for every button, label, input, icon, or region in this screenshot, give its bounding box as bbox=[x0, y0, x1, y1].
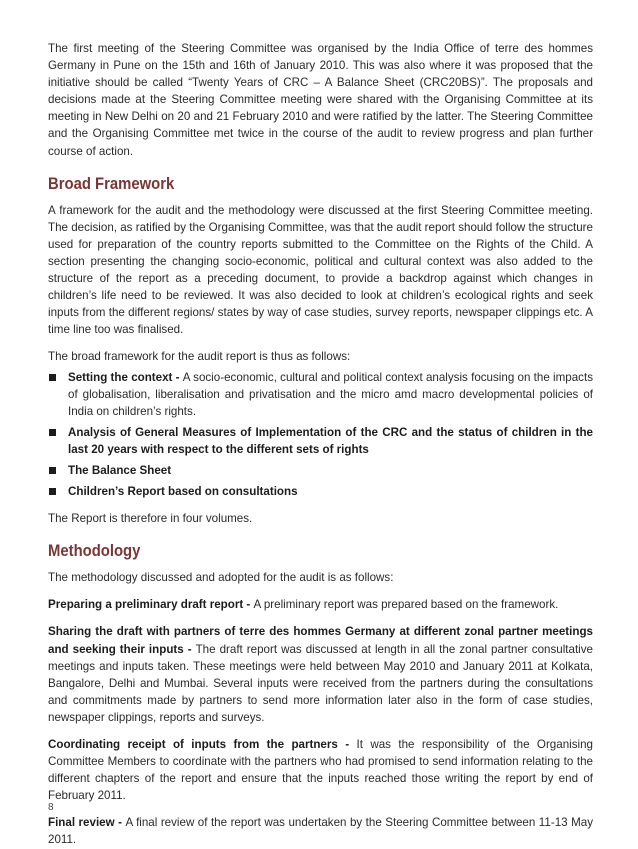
methodology-intro: The methodology discussed and adopted for the audit is as follows: bbox=[48, 571, 394, 585]
square-bullet-icon bbox=[49, 467, 56, 474]
bullet-item bbox=[48, 424, 593, 458]
bullet-item bbox=[48, 483, 593, 500]
bullet-item bbox=[48, 462, 593, 479]
framework-bullet-list bbox=[48, 369, 593, 501]
methodology-item bbox=[48, 623, 593, 726]
methodology-item bbox=[48, 736, 593, 804]
methodology-heading: Methodology bbox=[48, 542, 141, 561]
bullet-bold: Setting the context - bbox=[68, 370, 183, 384]
broad-framework-paragraph: A framework for the audit and the methodology were discussed at the first Steering Committee meeting. The decision, as ratified by the Organising Committee, was that the audit report should follow the structure used for preparation of the country reports submitted to the Committee on the Rights of the Child. A section presenting the changing socio-economic, political and cultural context was also added to the structure of the report as a preceding document, to provide a backdrop against which changes in children’s life need to be reviewed. It was also decided to look at children’s ecological rights and seek inputs from the different regions/ states by way of case studies, survey reports, newspaper clippings etc. A time line too was finalised. bbox=[48, 203, 593, 337]
methodology-item bbox=[48, 596, 593, 613]
broad-framework-heading: Broad Framework bbox=[48, 174, 175, 193]
methodology-item-text: The draft report was discussed at length in all the zonal partner consultative meetings and inputs taken. These meetings were held between May 2010 and January 2011 at Kolkata, Bangalore, Delhi and Mumbai. Several inputs were received from the partners during the consultations and commitments made by partners to send more information later also in the form of case studies, newspaper clippings, reports and surveys. bbox=[48, 642, 593, 724]
broad-framework-lead: The broad framework for the audit report is thus as follows: bbox=[48, 350, 351, 364]
bullet-bold: Analysis of General Measures of Implementation of the CRC and the status of children in the last 20 years with respect to the different sets of rights bbox=[68, 425, 593, 456]
methodology-item-text: A preliminary report was prepared based on the framework. bbox=[253, 598, 559, 612]
methodology-item-title: Preparing a preliminary draft report - bbox=[48, 598, 254, 612]
methodology-item-text: A final review of the report was undertaken by the Steering Committee between 11-13 May 2011. bbox=[48, 816, 593, 847]
methodology-item bbox=[48, 814, 593, 848]
intro-paragraph: The first meeting of the Steering Committee was organised by the India Office of terre des hommes Germany in Pune on the 15th and 16th of January 2010. This was also where it was proposed that the initiative should be called “Twenty Years of CRC – A Balance Sheet (CRC20BS)”. The proposals and decisions made at the Steering Committee meeting were shared with the Organising Committee at its meeting in New Delhi on 20 and 21 February 2010 and were ratified by the latter. The Steering Committee and the Organising Committee met twice in the course of the audit to review progress and plan further course of action. bbox=[48, 42, 593, 158]
methodology-item-text: It was the responsibility of the Organising Committee Members to coordinate with the partners who had promised to send information relating to the different chapters of the report and ensure that the inputs reached those writing the report by end of February 2011. bbox=[48, 738, 593, 803]
methodology-item-title: Coordinating receipt of inputs from the partners - bbox=[48, 738, 357, 751]
methodology-item-title: Final review - bbox=[48, 816, 126, 830]
square-bullet-icon bbox=[49, 374, 56, 381]
methodology-item-title: Sharing the draft with partners of terre des hommes Germany at different zonal partner meetings and seeking their inputs - bbox=[48, 625, 593, 656]
bullet-bold: Children’s Report based on consultations bbox=[68, 485, 298, 499]
volumes-paragraph: The Report is therefore in four volumes. bbox=[48, 512, 253, 526]
bullet-text: A socio-economic, cultural and political context analysis focusing on the impacts of globalisation, liberalisation and privatisation and the micro amd macro developmental policies of India on children’s rights. bbox=[68, 370, 593, 418]
square-bullet-icon bbox=[49, 488, 56, 495]
square-bullet-icon bbox=[49, 429, 56, 436]
bullet-item bbox=[48, 369, 593, 420]
bullet-bold: The Balance Sheet bbox=[68, 463, 172, 477]
page-number: 8 bbox=[48, 802, 54, 813]
